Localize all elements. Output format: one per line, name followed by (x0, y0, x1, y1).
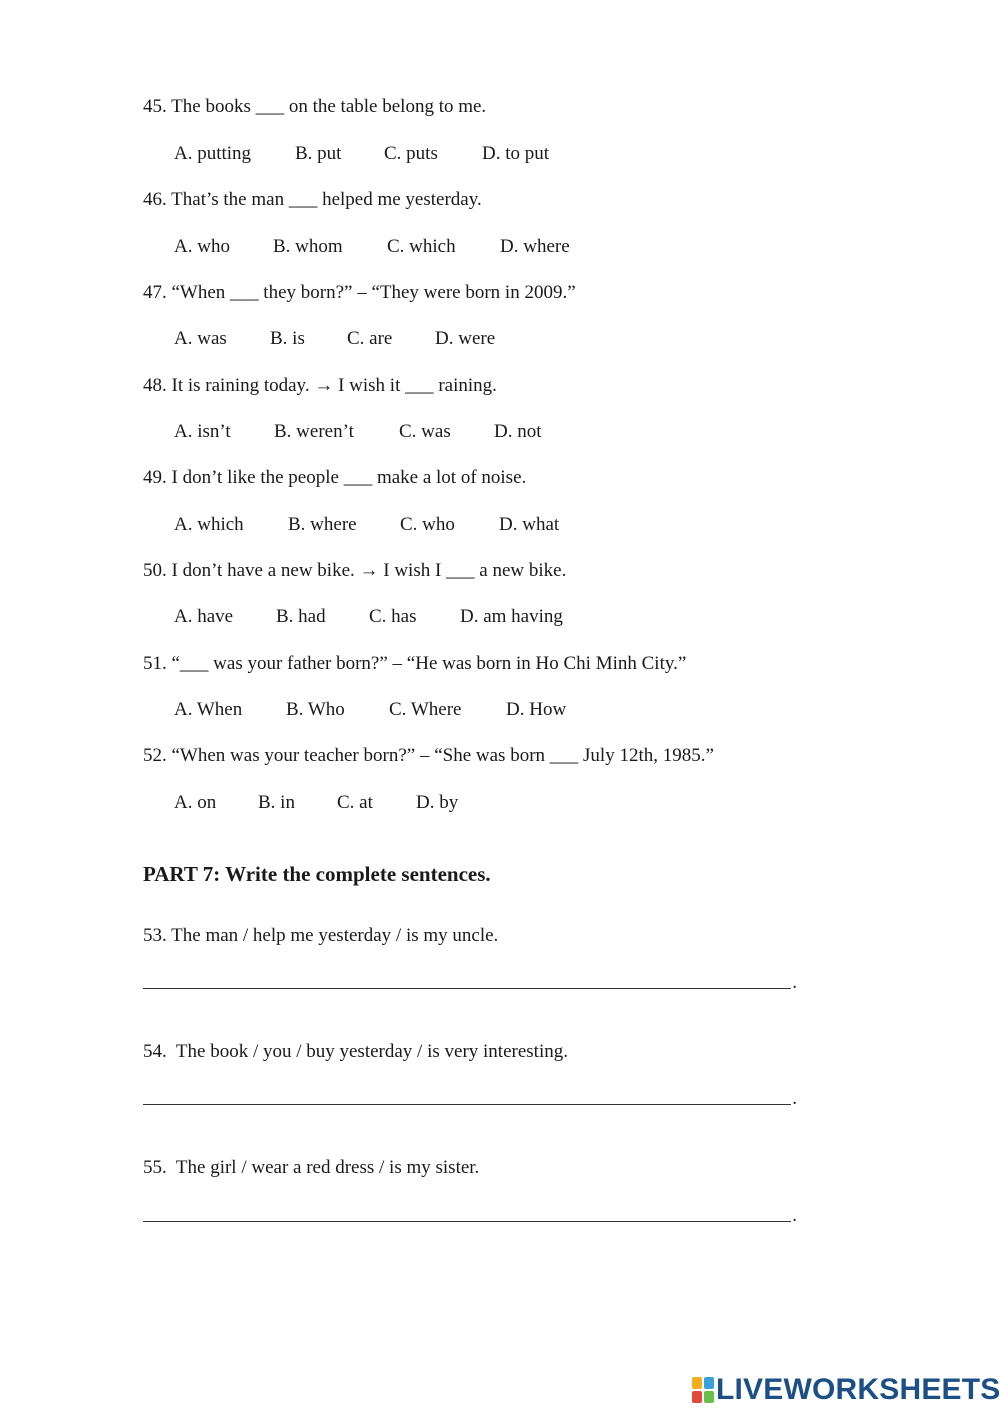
option-c[interactable]: C. which (387, 236, 456, 257)
option-a[interactable]: A. who (174, 236, 230, 257)
option-a[interactable]: A. on (174, 792, 217, 813)
option-d[interactable]: D. were (435, 328, 496, 349)
liveworksheets-logo (692, 1373, 1000, 1407)
option-b[interactable]: B. where (288, 514, 357, 535)
option-a[interactable]: A. isn’t (174, 421, 231, 442)
answer-input-line[interactable] (143, 1198, 797, 1226)
option-a[interactable]: A. was (174, 328, 227, 349)
question-stem: 50. I don’t have a new bike. → I wish I ___ a new bike. (143, 560, 567, 581)
option-a[interactable]: A. have (174, 606, 234, 627)
option-c[interactable]: C. Where (389, 699, 462, 720)
part-7-title: PART 7: Write the complete sentences. (143, 862, 491, 886)
sentence-end-period: . (792, 1088, 797, 1109)
option-d[interactable]: D. How (506, 699, 567, 720)
question-stem: 47. “When ___ they born?” – “They were born in 2009.” (143, 282, 576, 303)
option-c[interactable]: C. was (399, 421, 451, 442)
sentence-prompt: 53. The man / help me yesterday / is my uncle. (143, 925, 499, 946)
liveworksheets-logo-text: LIVEWORKSHEETS (716, 1373, 1000, 1406)
option-b[interactable]: B. is (270, 328, 305, 349)
option-a[interactable]: A. putting (174, 143, 252, 164)
option-d[interactable]: D. where (500, 236, 570, 257)
option-b[interactable]: B. whom (273, 236, 343, 257)
option-c[interactable]: C. are (347, 328, 393, 349)
option-a[interactable]: A. When (174, 699, 243, 720)
question-stem: 45. The books ___ on the table belong to me. (143, 96, 487, 117)
option-b[interactable]: B. in (258, 792, 295, 813)
option-b[interactable]: B. Who (286, 699, 345, 720)
option-c[interactable]: C. at (337, 792, 373, 813)
option-d[interactable]: D. by (416, 792, 459, 813)
option-b[interactable]: B. weren’t (274, 421, 354, 442)
question-stem: 52. “When was your teacher born?” – “She was born ___ July 12th, 1985.” (143, 745, 714, 766)
question-stem: 46. That’s the man ___ helped me yesterday. (143, 189, 482, 210)
sentence-prompt: 55. The girl / wear a red dress / is my sister. (143, 1157, 480, 1178)
option-d[interactable]: D. what (499, 514, 560, 535)
answer-input-line[interactable] (143, 1081, 797, 1109)
liveworksheets-logo-icon (692, 1377, 714, 1403)
option-c[interactable]: C. puts (384, 143, 438, 164)
option-d[interactable]: D. not (494, 421, 542, 442)
option-c[interactable]: C. has (369, 606, 417, 627)
option-d[interactable]: D. am having (460, 606, 563, 627)
option-d[interactable]: D. to put (482, 143, 550, 164)
sentence-prompt: 54. The book / you / buy yesterday / is very interesting. (143, 1041, 568, 1062)
sentence-end-period: . (792, 1205, 797, 1226)
sentence-end-period: . (792, 972, 797, 993)
option-c[interactable]: C. who (400, 514, 455, 535)
question-stem: 51. “___ was your father born?” – “He was born in Ho Chi Minh City.” (143, 653, 687, 674)
option-b[interactable]: B. put (295, 143, 342, 164)
option-b[interactable]: B. had (276, 606, 326, 627)
option-a[interactable]: A. which (174, 514, 244, 535)
question-stem: 49. I don’t like the people ___ make a lot of noise. (143, 467, 527, 488)
answer-input-line[interactable] (143, 965, 797, 993)
question-stem: 48. It is raining today. → I wish it ___ raining. (143, 375, 497, 396)
